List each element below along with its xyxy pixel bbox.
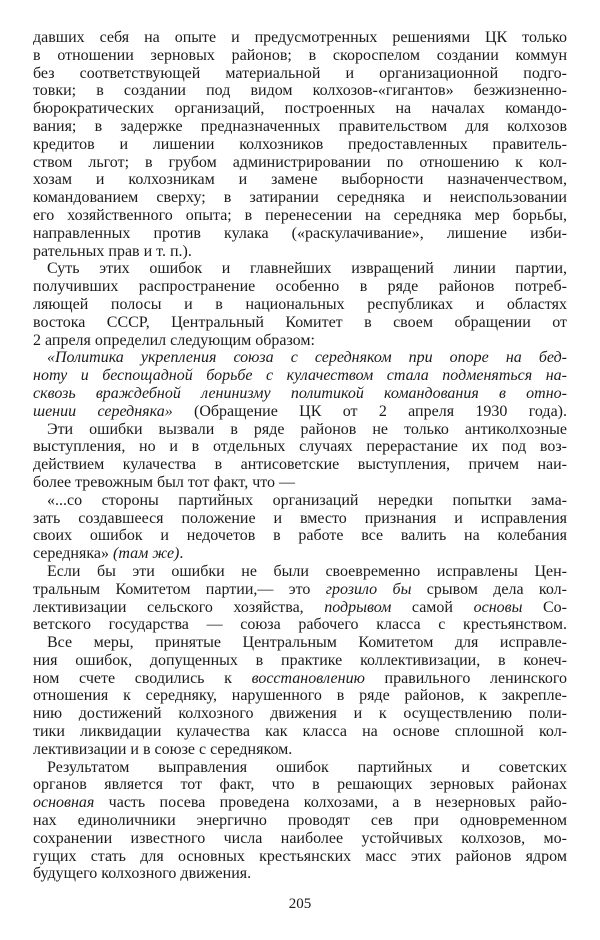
text-segment: . bbox=[179, 545, 184, 563]
text-segment: вания; в задержке предназначенных правительством для колхозов bbox=[33, 117, 567, 135]
text-segment: давших себя на опыте и предусмотренных решениями ЦК только bbox=[33, 29, 567, 46]
italic-text-segment: основная bbox=[33, 794, 95, 812]
text-line bbox=[33, 100, 567, 118]
text-line bbox=[33, 403, 567, 421]
text-line bbox=[33, 563, 567, 581]
text-segment: Если бы эти ошибки не были своевременно исправлены Цен- bbox=[47, 562, 567, 580]
text-segment: ством льгот; в грубом администрировании по отношению к кол- bbox=[33, 153, 567, 171]
text-segment: «...со стороны партийных организаций нередки попытки зама- bbox=[47, 491, 567, 509]
text-line bbox=[33, 634, 567, 652]
text-line bbox=[33, 421, 567, 439]
text-line bbox=[33, 652, 567, 670]
text-line bbox=[33, 332, 567, 350]
text-segment: ляющей полосы и в национальных республиках и областях bbox=[33, 295, 567, 313]
text-line bbox=[33, 82, 567, 100]
text-segment: Суть этих ошибок и главнейших извращений линии партии, bbox=[47, 260, 567, 278]
text-line bbox=[33, 581, 567, 599]
text-line bbox=[33, 438, 567, 456]
text-segment: нах единоличники энергично проводят сев при одновременном bbox=[33, 812, 567, 830]
text-segment: сохранении известного числа наиболее устойчивых колхозов, мо- bbox=[33, 829, 567, 847]
text-segment: ния ошибок, допущенных в практике коллективизации, в конеч- bbox=[33, 651, 567, 669]
text-segment: товки; в создании под видом колхозов-«гигантов» безжизненно- bbox=[33, 82, 567, 100]
text-line bbox=[33, 456, 567, 474]
italic-text-segment: сквозь враждебной ленинизму политикой командования в отно- bbox=[33, 384, 567, 402]
text-line bbox=[33, 527, 567, 545]
text-segment: органов является тот факт, что в решающих зерновых районах bbox=[33, 776, 567, 794]
text-segment: бюрократических организаций, построенных на началах командо- bbox=[33, 100, 567, 118]
text-line bbox=[33, 171, 567, 189]
text-segment: выступления, но и в отдельных случаях перерастание их под воз- bbox=[33, 438, 567, 456]
italic-text-segment: (там же) bbox=[112, 545, 180, 563]
page-body-text bbox=[33, 29, 567, 883]
text-line bbox=[33, 154, 567, 172]
text-line bbox=[33, 759, 567, 777]
text-segment: нию достижений колхозного движения и к осуществлению поли- bbox=[33, 705, 567, 723]
text-segment: срывом дела кол- bbox=[411, 580, 567, 598]
text-segment: гущих стать для основных крестьянских масс этих районов ядром bbox=[33, 847, 567, 865]
text-line bbox=[33, 741, 567, 759]
text-segment: ветского государства — союза рабочего класса с крестьянством. bbox=[33, 616, 567, 634]
text-segment: тики ликвидации кулачества как класса на основе сплошной кол- bbox=[33, 723, 567, 741]
italic-text-segment: шении середняка» bbox=[33, 402, 173, 420]
text-segment: востока СССР, Центральный Комитет в своем обращении от bbox=[33, 313, 567, 331]
text-segment: Со- bbox=[522, 598, 568, 616]
text-line bbox=[33, 278, 567, 296]
text-segment: (Обращение ЦК от 2 апреля 1930 года). bbox=[172, 402, 567, 420]
text-line bbox=[33, 260, 567, 278]
text-line bbox=[33, 616, 567, 634]
text-segment: правильного ленинского bbox=[364, 669, 567, 687]
text-line bbox=[33, 865, 567, 883]
text-segment: хозам и колхозникам и замене выборности назначенчеством, bbox=[33, 171, 567, 189]
text-line bbox=[33, 136, 567, 154]
text-segment: кредитов и лишении колхозников предоставленных правитель- bbox=[33, 135, 567, 153]
text-line bbox=[33, 207, 567, 225]
text-segment: направленных против кулака («раскулачивание», лишение изби- bbox=[33, 224, 567, 242]
text-line bbox=[33, 794, 567, 812]
text-line bbox=[33, 510, 567, 528]
text-line bbox=[33, 65, 567, 83]
text-segment: действием кулачества в антисоветские выступления, причем наи- bbox=[33, 456, 567, 474]
text-line bbox=[33, 812, 567, 830]
text-line bbox=[33, 314, 567, 332]
text-line bbox=[33, 545, 567, 563]
text-segment: часть посева проведена колхозами, а в незерновых райо- bbox=[94, 794, 567, 812]
text-line bbox=[33, 776, 567, 794]
text-segment: середняка» bbox=[33, 545, 113, 563]
text-segment: командованием сверху; в затирании середняка и неиспользовании bbox=[33, 189, 567, 207]
italic-text-segment: ноту и беспощадной борьбе с кулачеством стала подменяться на- bbox=[33, 367, 567, 385]
text-line bbox=[33, 225, 567, 243]
text-segment: отношения к середняку, нарушенного в ряде районов, к закрепле- bbox=[33, 687, 567, 705]
text-line bbox=[33, 296, 567, 314]
text-segment: зать создавшееся положение и вместо признания и исправления bbox=[33, 509, 567, 527]
italic-text-segment: восстановлению bbox=[251, 669, 365, 687]
text-line bbox=[33, 47, 567, 65]
text-line bbox=[33, 349, 567, 367]
italic-text-segment: основы bbox=[473, 598, 523, 616]
text-segment: будущего колхозного движения. bbox=[33, 865, 252, 883]
text-segment: лективизации сельского хозяйства, bbox=[33, 598, 325, 616]
text-segment: тральным Комитетом партии,— это bbox=[33, 580, 326, 598]
text-line bbox=[33, 705, 567, 723]
italic-text-segment: «Политика укрепления союза с середняком при опоре на бед- bbox=[47, 349, 567, 367]
page-number: 205 bbox=[288, 896, 312, 912]
text-segment: ном счете сводились к bbox=[33, 669, 252, 687]
text-line bbox=[33, 243, 567, 261]
text-line bbox=[33, 848, 567, 866]
text-segment: Эти ошибки вызвали в ряде районов не только антиколхозные bbox=[47, 420, 567, 438]
text-segment: без соответствующей материальной и организационной подго- bbox=[33, 64, 567, 82]
text-segment: рательных прав и т. п.). bbox=[33, 242, 192, 260]
text-line bbox=[33, 29, 567, 47]
text-line bbox=[33, 830, 567, 848]
text-segment: в отношении зерновых районов; в скороспелом создании коммун bbox=[33, 46, 567, 64]
text-line bbox=[33, 189, 567, 207]
text-line bbox=[33, 687, 567, 705]
text-segment: более тревожным был тот факт, что — bbox=[33, 473, 296, 491]
text-segment: лективизации и в союзе с середняком. bbox=[33, 740, 293, 758]
text-line bbox=[33, 492, 567, 510]
text-line bbox=[33, 599, 567, 617]
text-segment: Результатом выправления ошибок партийных и советских bbox=[47, 758, 567, 776]
text-line bbox=[33, 723, 567, 741]
text-segment: его хозяйственного опыта; в перенесении на середняка мер борьбы, bbox=[33, 206, 567, 224]
text-line bbox=[33, 474, 567, 492]
text-segment: своих ошибок и недочетов в работе все валить на колебания bbox=[33, 527, 567, 545]
text-line bbox=[33, 385, 567, 403]
text-segment: 2 апреля определил следующим образом: bbox=[33, 331, 315, 349]
italic-text-segment: подрывом bbox=[324, 598, 392, 616]
text-segment: Все меры, принятые Центральным Комитетом для исправле- bbox=[47, 634, 567, 652]
text-line bbox=[33, 670, 567, 688]
text-line bbox=[33, 367, 567, 385]
text-line bbox=[33, 118, 567, 136]
italic-text-segment: грозило бы bbox=[325, 580, 412, 598]
text-segment: получивших распространение особенно в ряде районов потреб- bbox=[33, 278, 567, 296]
text-segment: самой bbox=[391, 598, 474, 616]
